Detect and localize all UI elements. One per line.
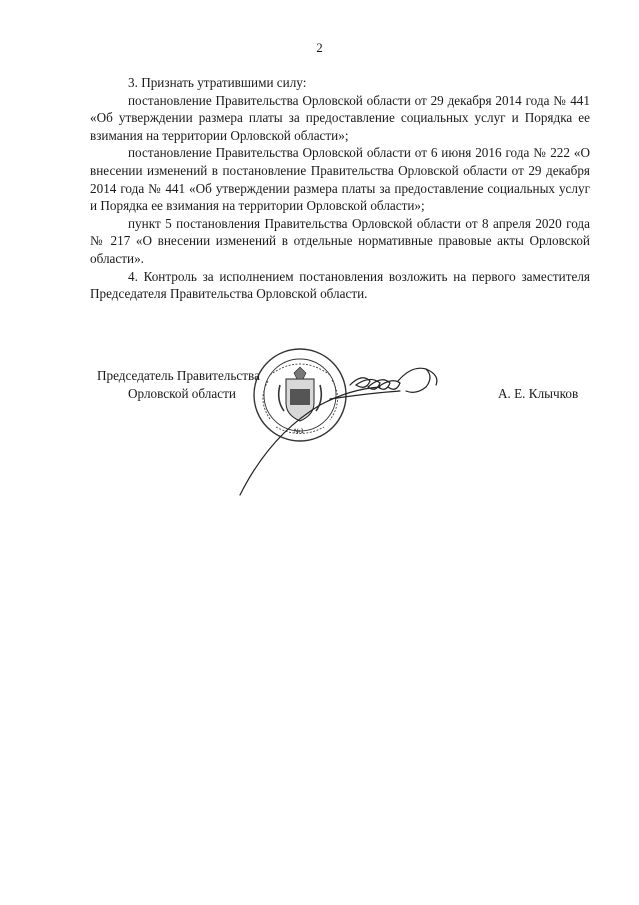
paragraph-repealed-act-3: пункт 5 постановления Правительства Орловской области от 8 апреля 2020 года № 217 «О внесении изменений в отдельные нормативные правовые акты Орловской области». (90, 215, 590, 266)
signatory-name: А. Е. Клычков (498, 386, 579, 401)
document-body (90, 74, 590, 303)
paragraph-repealed-act-1: постановление Правительства Орловской области от 29 декабря 2014 года № 441 «Об утверждении размера платы за предоставление социальных услуг и Порядка ее взимания на территории Орловской области»; (90, 92, 590, 143)
paragraph-repealed-act-2: постановление Правительства Орловской области от 6 июня 2016 года № 222 «О внесении изменений в постановление Правительства Орловской области от 29 декабря 2014 года № 441 «Об утверждении размера платы за предоставление социальных услуг и Порядка ее взимания на территории Орловской области»; (90, 145, 590, 214)
page-number: 2 (316, 40, 323, 55)
signatory-title-line-1: Председатель Правительства (97, 368, 260, 383)
handwritten-signature (230, 355, 450, 500)
paragraph-item-3: 3. Признать утратившими силу: (128, 75, 307, 90)
seal-number: №1 (294, 428, 305, 435)
signatory-title-line-2: Орловской области (128, 386, 236, 401)
paragraph-item-4: 4. Контроль за исполнением постановления возложить на первого заместителя Председателя Правительства Орловской области. (90, 268, 590, 302)
signature-block (0, 360, 639, 520)
